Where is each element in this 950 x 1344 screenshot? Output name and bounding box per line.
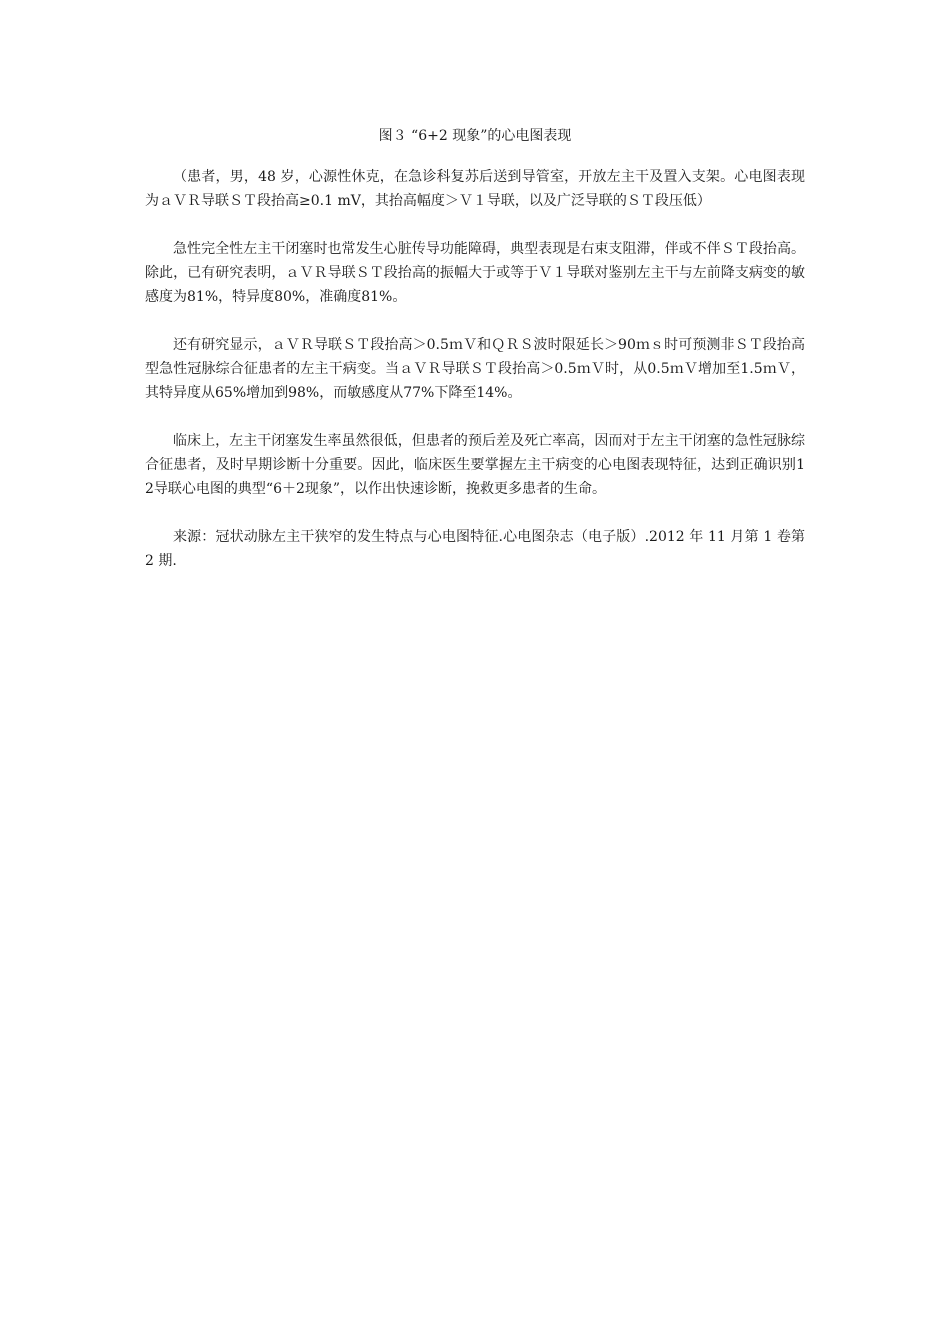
patient-note-paragraph: （患者，男，48 岁，心源性休克，在急诊科复苏后送到导管室，开放左主干及置入支架。心电图表现为ａＶＲ导联ＳＴ段抬高≥0.1 mV，其抬高幅度＞Ｖ１导联，以及广泛导联的ＳＴ段压低） (145, 169, 805, 209)
document-body (145, 124, 805, 597)
research-findings-paragraph: 还有研究显示，ａＶＲ导联ＳＴ段抬高＞0.5ｍＶ和ＱＲＳ波时限延长＞90ｍｓ时可预测非ＳＴ段抬高型急性冠脉综合征患者的左主干病变。当ａＶＲ导联ＳＴ段抬高＞0.5ｍＶ时，从0.5ｍＶ增加至1.5ｍＶ，其特异度从65%增加到98%，而敏感度从77%下降至14%。 (145, 337, 805, 401)
conduction-disorder-paragraph: 急性完全性左主干闭塞时也常发生心脏传导功能障碍，典型表现是右束支阻滞，伴或不伴ＳＴ段抬高。除此，已有研究表明，ａＶＲ导联ＳＴ段抬高的振幅大于或等于Ｖ１导联对鉴别左主干与左前降支病变的敏感度为81%，特异度80%，准确度81%。 (145, 241, 805, 305)
source-citation-paragraph: 来源：冠状动脉左主干狭窄的发生特点与心电图特征.心电图杂志（电子版）.2012 年 11 月第 1 卷第 2 期. (145, 529, 805, 569)
clinical-summary-paragraph: 临床上，左主干闭塞发生率虽然很低，但患者的预后差及死亡率高，因而对于左主干闭塞的急性冠脉综合征患者，及时早期诊断十分重要。因此，临床医生要掌握左主干病变的心电图表现特征，达到正确识别12导联心电图的典型“6＋2现象”，以作出快速诊断，挽救更多患者的生命。 (145, 433, 805, 497)
figure-caption: 图３ “6+2 现象”的心电图表现 (378, 128, 572, 144)
